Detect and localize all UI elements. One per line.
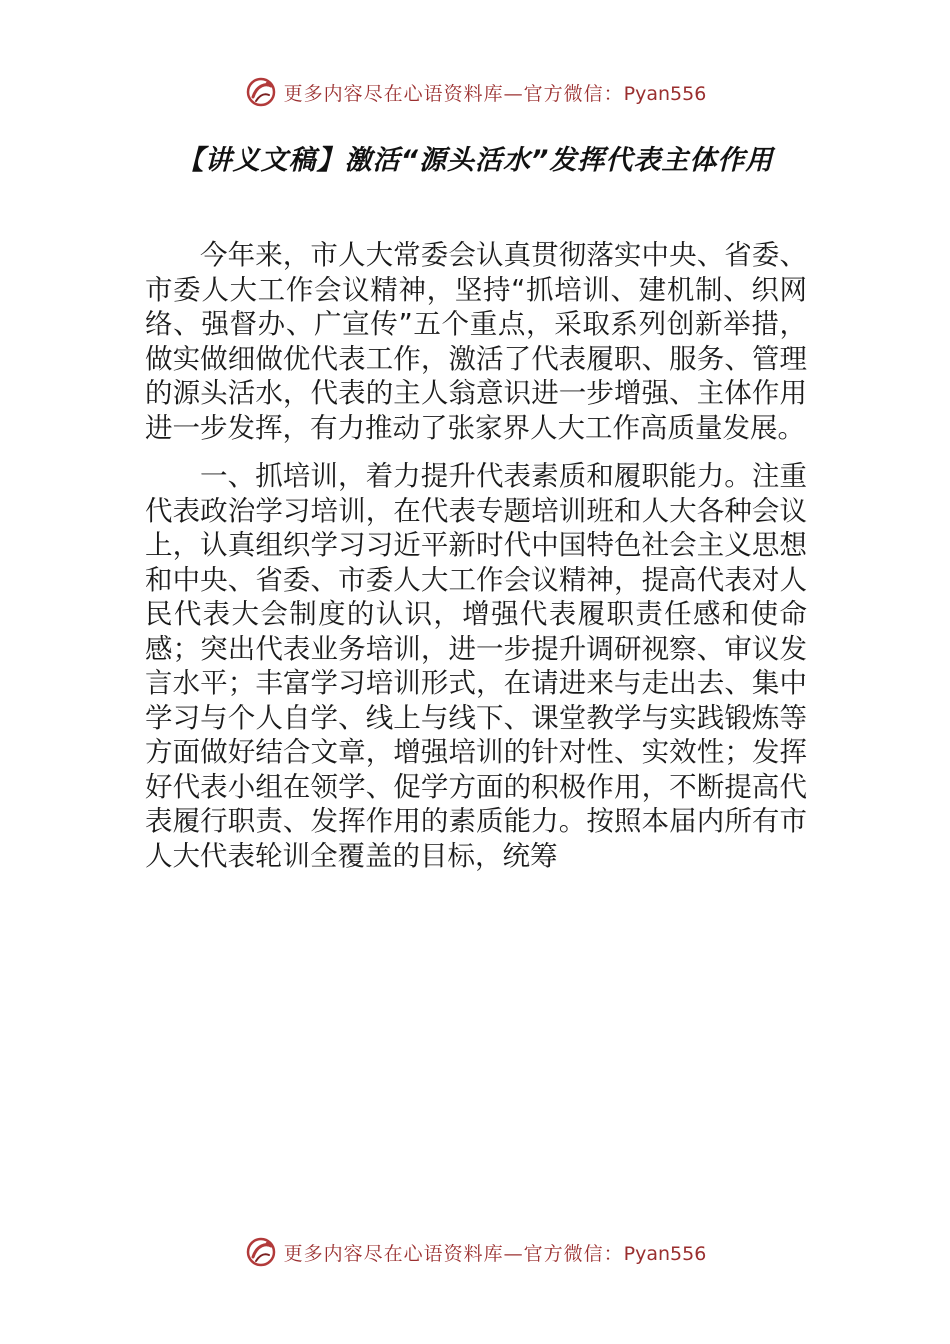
- library-logo-icon: [244, 1235, 278, 1269]
- footer-banner-label: 更多内容尽在心语资料库—官方微信：: [283, 1242, 624, 1265]
- footer-banner-text: [284, 1239, 707, 1266]
- header-banner: [0, 72, 950, 112]
- body-paragraph-intro: 今年来，市人大常委会认真贯彻落实中央、省委、市委人大工作会议精神，坚持“抓培训、建机制、织网络、强督办、广宣传”五个重点，采取系列创新举措，做实做细做优代表工作，激活了代表履职、服务、管理的源头活水，代表的主人翁意识进一步增强、主体作用进一步发挥，有力推动了张家界人大工作高质量发展。: [145, 239, 807, 444]
- footer-wechat-id: Pyan556: [623, 1242, 707, 1265]
- footer-banner: [0, 1232, 950, 1272]
- header-wechat-id: Pyan556: [623, 82, 707, 105]
- document-title: 【讲义文稿】激活“源头活水”发挥代表主体作用: [176, 145, 774, 176]
- library-logo-icon: [244, 75, 278, 109]
- document-body: [145, 238, 807, 887]
- body-paragraph-section-one: 一、抓培训，着力提升代表素质和履职能力。注重代表政治学习培训，在代表专题培训班和人大各种会议上，认真组织学习习近平新时代中国特色社会主义思想和中央、省委、市委人大工作会议精神，提高代表对人民代表大会制度的认识，增强代表履职责任感和使命感；突出代表业务培训，进一步提升调研视察、审议发言水平；丰富学习培训形式，在请进来与走出去、集中学习与个人自学、线上与线下、课堂教学与实践锻炼等方面做好结合文章，增强培训的针对性、实效性；发挥好代表小组在领学、促学方面的积极作用，不断提高代表履行职责、发挥作用的素质能力。按照本届内所有市人大代表轮训全覆盖的目标，统筹: [145, 460, 807, 872]
- header-banner-label: 更多内容尽在心语资料库—官方微信：: [283, 82, 624, 105]
- header-banner-text: [284, 79, 707, 106]
